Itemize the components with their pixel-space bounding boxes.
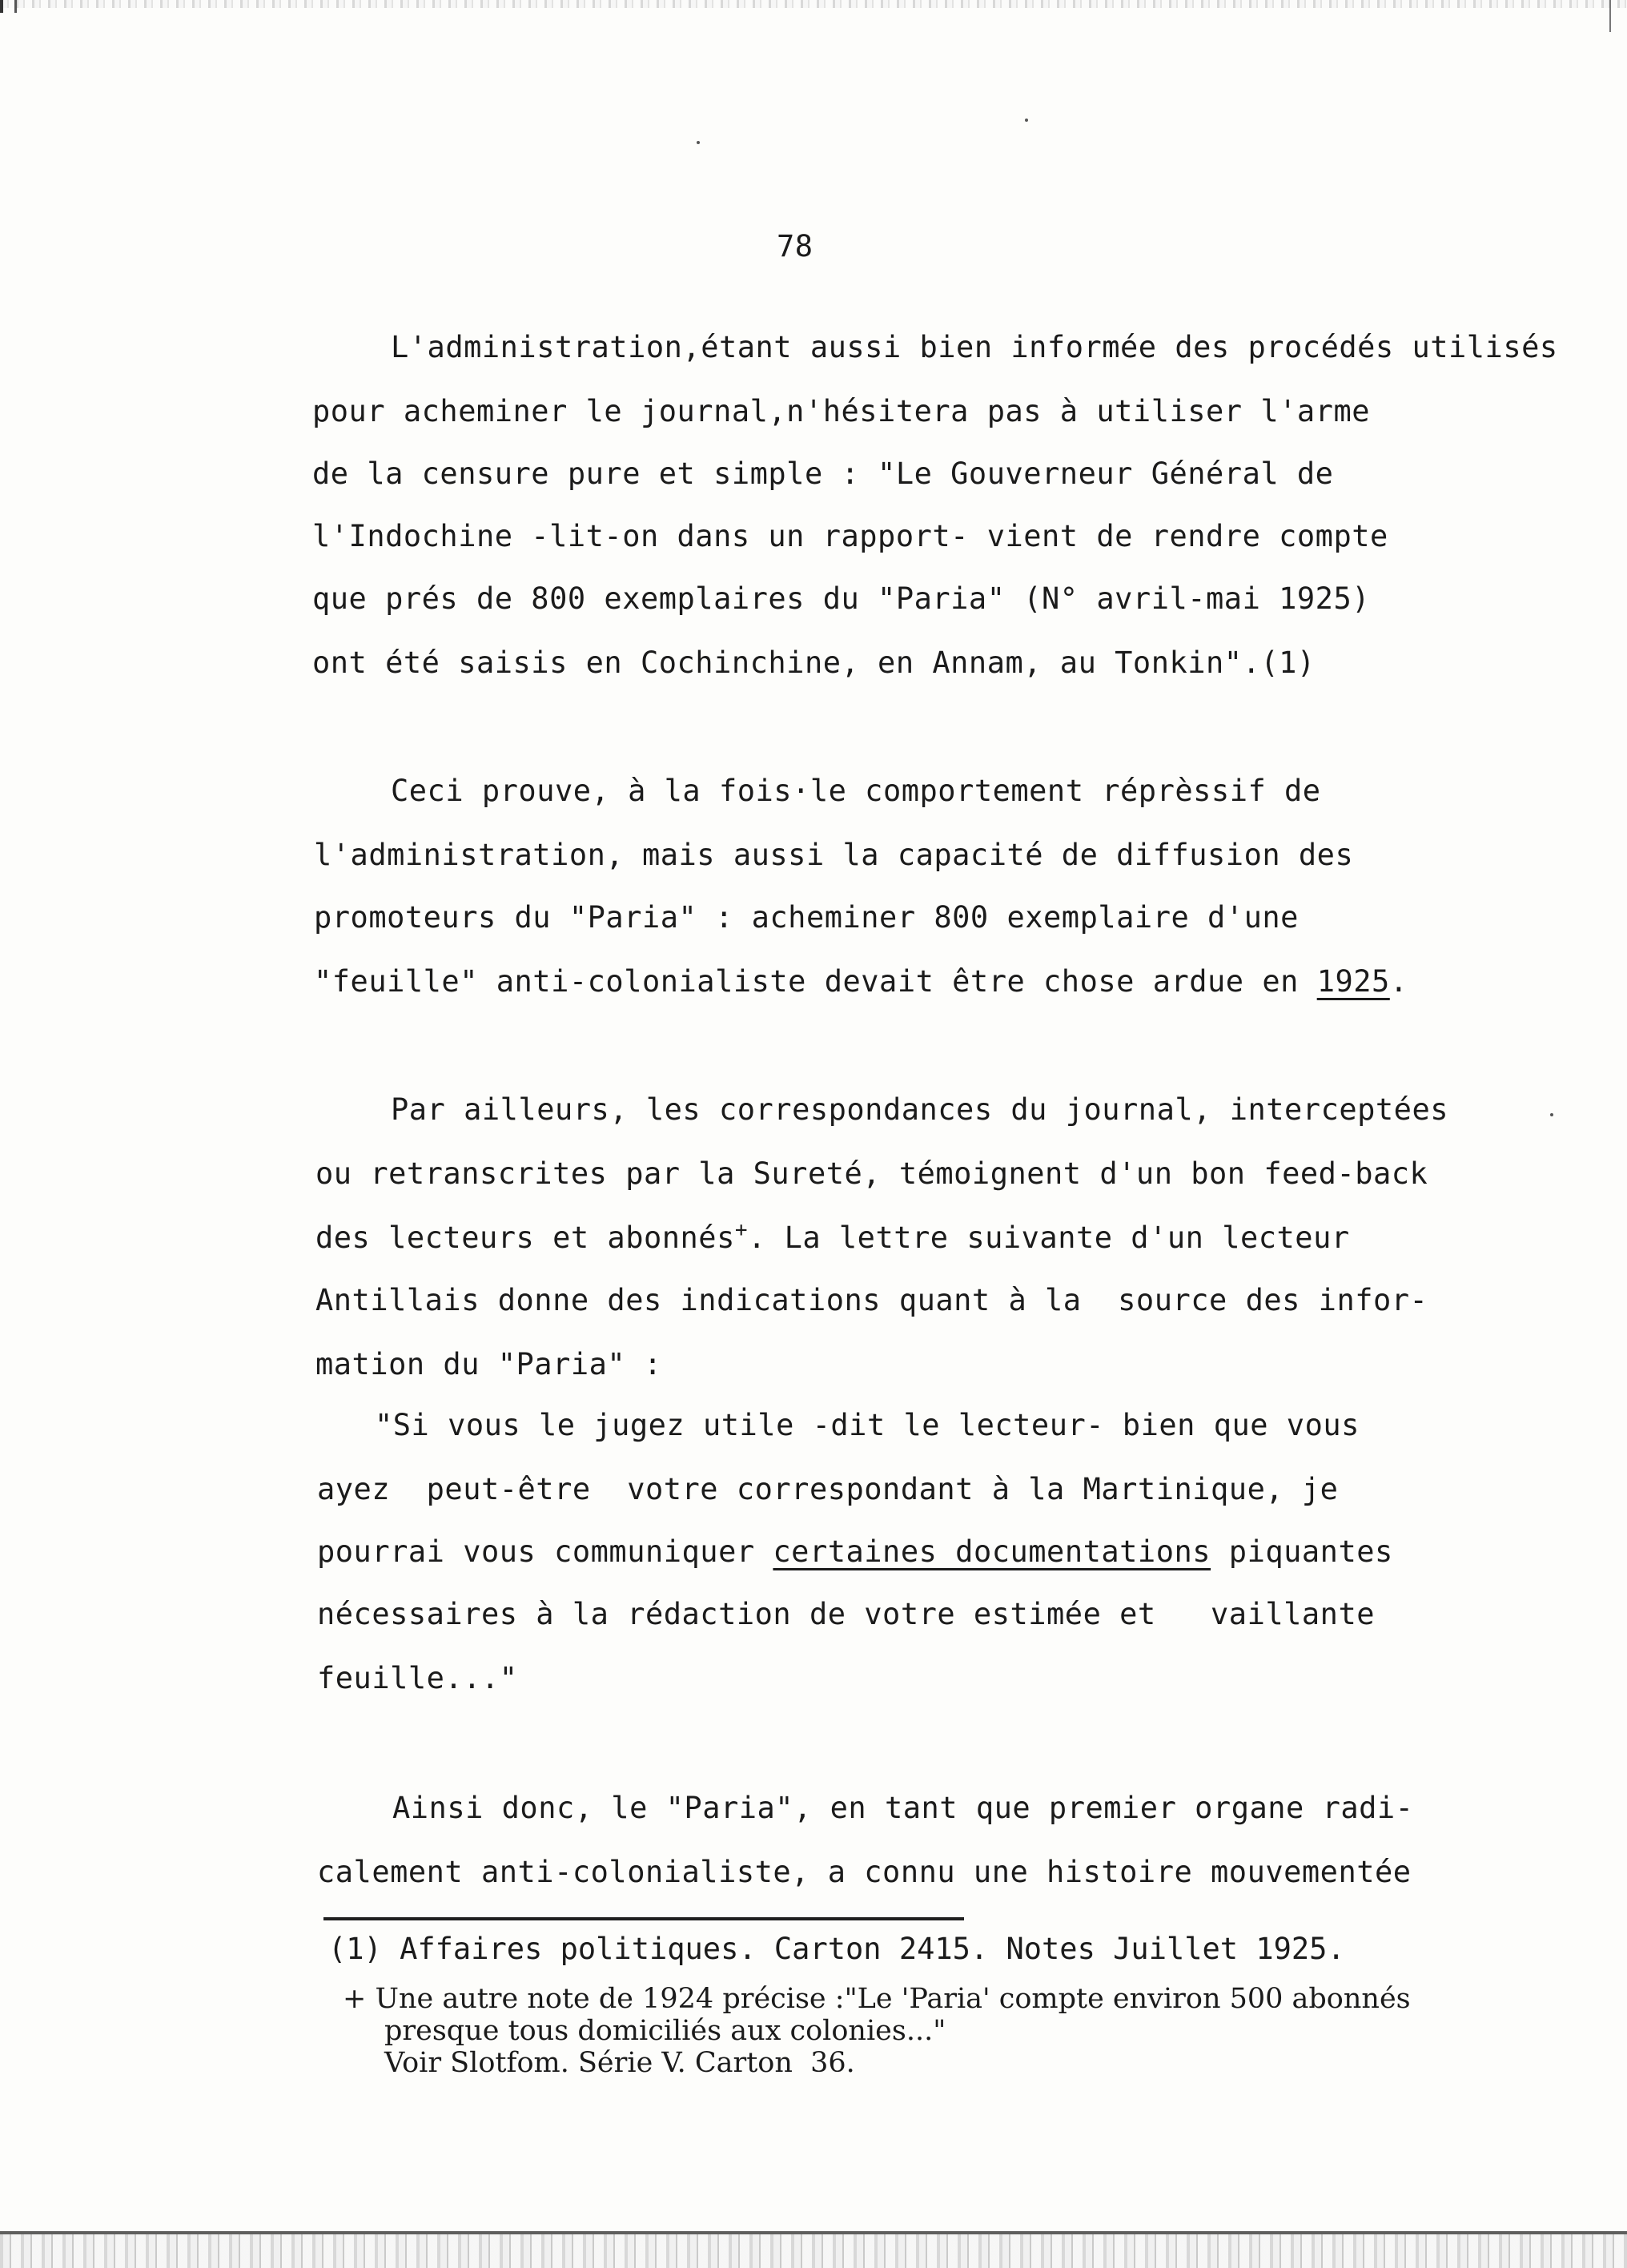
paragraph-3-line-2: ou retranscrites par la Sureté, témoignent d'un bon feed-back <box>315 1156 1428 1191</box>
scan-top-edge <box>0 0 1627 8</box>
quote-line-1: "Si vous le jugez utile -dit le lecteur- bien que vous <box>375 1408 1360 1442</box>
page-number: 78 <box>777 229 814 263</box>
footnote-marker: + <box>734 1218 749 1242</box>
paragraph-2-line-4-end: . <box>1389 964 1408 999</box>
paragraph-2-line-1: Ceci prouve, à la fois·le comportement réprèssif de <box>391 774 1321 808</box>
paragraph-5-line-2: calement anti-colonialiste, a connu une histoire mouvementée <box>317 1855 1412 1889</box>
quote-line-3-rest: piquantes <box>1211 1534 1393 1569</box>
footnote-2 <box>343 1983 1411 2079</box>
paragraph-5-line-1: Ainsi donc, le "Paria", en tant que premier organe radi- <box>392 1791 1414 1825</box>
scan-speck <box>1025 119 1028 122</box>
footnote-2-line-3: Voir Slotfom. Série V. Carton 36. <box>384 2047 855 2079</box>
paragraph-1-line-4: l'Indochine -lit-on dans un rapport- vient de rendre compte <box>312 519 1388 553</box>
scan-right-edge <box>1609 0 1611 32</box>
paragraph-3-line-3 <box>315 1220 1350 1255</box>
scan-corner-mark <box>0 0 17 13</box>
scan-bottom-edge <box>0 2234 1627 2268</box>
paragraph-3-line-1: Par ailleurs, les correspondances du journal, interceptées <box>391 1092 1449 1127</box>
paragraph-3-line-3-text: des lecteurs et abonnés <box>315 1220 735 1255</box>
paragraph-1-line-1: L'administration,étant aussi bien informée des procédés utilisés <box>391 330 1558 364</box>
underlined-phrase: certaines documentations <box>773 1534 1211 1569</box>
footnote-1: (1) Affaires politiques. Carton 2415. Notes Juillet 1925. <box>328 1932 1345 1966</box>
quote-line-2: ayez peut-être votre correspondant à la Martinique, je <box>317 1472 1339 1506</box>
quote-line-4: nécessaires à la rédaction de votre estimée et vaillante <box>317 1597 1376 1631</box>
paragraph-2-line-4-text: "feuille" anti-colonialiste devait être chose ardue en <box>314 964 1317 999</box>
paragraph-2-line-3: promoteurs du "Paria" : acheminer 800 exemplaire d'une <box>314 900 1299 935</box>
underlined-year: 1925 <box>1316 964 1390 999</box>
paragraph-3-line-3-rest: . La lettre suivante d'un lecteur <box>748 1220 1350 1255</box>
paragraph-2-line-4 <box>314 964 1408 999</box>
footnote-2-line-1: + Une autre note de 1924 précise :"Le 'Paria' compte environ 500 abonnés <box>343 1983 1411 2015</box>
footnote-separator <box>323 1917 964 1920</box>
quote-line-3 <box>317 1534 1393 1569</box>
paragraph-2-line-2: l'administration, mais aussi la capacité de diffusion des <box>314 838 1354 872</box>
scan-speck <box>697 141 700 144</box>
paragraph-1-line-5: que prés de 800 exemplaires du "Paria" (N° avril-mai 1925) <box>312 581 1371 616</box>
paragraph-3-line-4: Antillais donne des indications quant à la source des infor- <box>315 1283 1428 1317</box>
paragraph-1-line-2: pour acheminer le journal,n'hésitera pas à utiliser l'arme <box>312 394 1371 428</box>
paragraph-1-line-3: de la censure pure et simple : "Le Gouverneur Général de <box>312 456 1334 491</box>
quote-line-5: feuille..." <box>317 1661 518 1695</box>
quote-line-3-text: pourrai vous communiquer <box>317 1534 773 1569</box>
paragraph-3-line-5: mation du "Paria" : <box>315 1347 662 1381</box>
paragraph-1-line-6: ont été saisis en Cochinchine, en Annam, au Tonkin".(1) <box>312 645 1316 680</box>
footnote-2-line-2: presque tous domiciliés aux colonies..." <box>384 2015 946 2047</box>
scan-speck <box>1550 1113 1553 1116</box>
